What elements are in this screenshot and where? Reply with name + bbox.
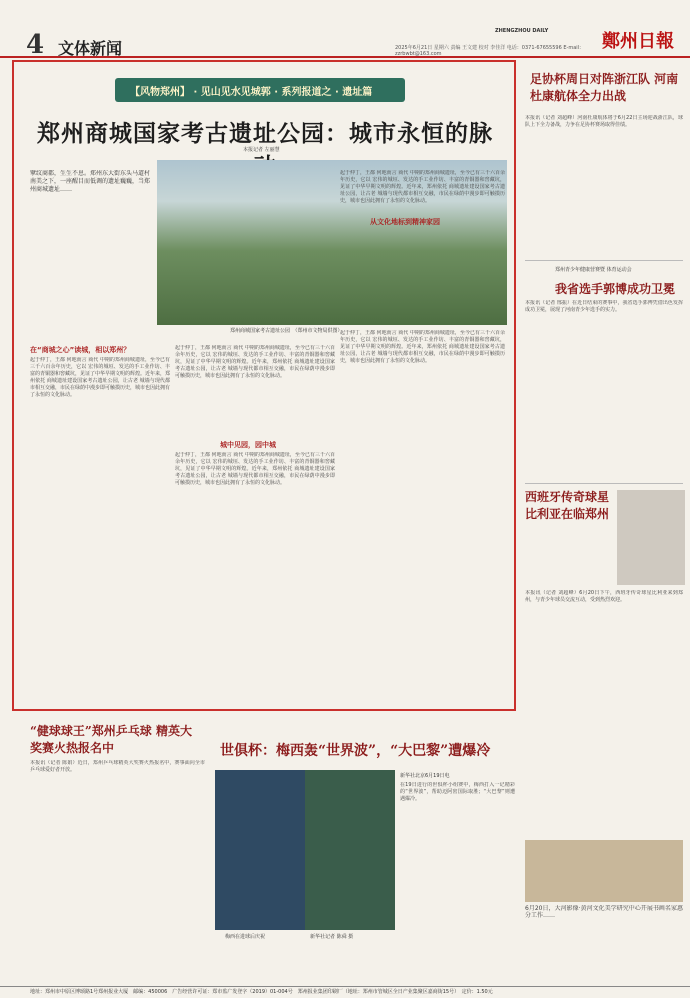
right-article-3-title: 西班牙传奇球星 比利亚在临郑州 xyxy=(525,490,610,521)
table-tennis-title: “健球球王”郑州乒乓球 精英大奖赛火热报名中 xyxy=(30,724,192,755)
column-3-text-b: 起于仲丁，王都 何地而言 商代 中期的郑州商城遗址，至今已有三千六百余年历史，它以 宏伟的城垣、发达的手工业作坊、丰富的青铜器和窖藏坑，见证了中华早期文明的辉煌。近年来，郑州依托 商城遗址建设国家考古遗址公园，让古老 城墙与现代都市相互交融，市民在绿荫中漫步即可触摸历史，城市也因此拥有了永恒的文化脉动。 xyxy=(340,330,505,364)
section-title: 文体新闻 xyxy=(58,39,123,58)
photo-caption-2: 新华社记者 陈舜 摄 xyxy=(310,934,354,940)
date-line: 2025年6月21日 星期六 责编 王文建 校对 李佳洋 电话：0371-67655596 E-mail：zzrbwbt@163.com xyxy=(395,45,585,57)
player-photo xyxy=(617,490,685,585)
column-1-text: 起于仲丁，王都 何地而言 商代 中期的郑州商城遗址，至今已有三千六百余年历史，它以 宏伟的城垣、发达的手工业作坊、丰富的青铜器和窖藏坑，见证了中华早期文明的辉煌。近年来，郑州依托 商城遗址建设国家考古遗址公园，让古老 城墙与现代都市相互交融，市民在绿荫中漫步即可触摸历史，城市也因此拥有了永恒的文化脉动。 xyxy=(30,357,170,398)
right-article-3-body: 本报讯（记者 刘超峰）6月20日下午，西班牙传奇球星比利亚来到郑州，与青少年球员交流互动，受到热烈欢迎。 xyxy=(525,590,683,603)
world-cup-title: 世俱杯：梅西轰“世界波”，“大巴黎”遭爆冷 xyxy=(220,743,491,759)
subhead-1: 在“商城之心”读城，相以郑州？ xyxy=(30,346,131,354)
paper-english-name: ZHENGZHOU DAILY xyxy=(495,28,549,34)
messi-photo-2 xyxy=(305,770,395,930)
column-3-text-a: 起于仲丁，王都 何地而言 商代 中期的郑州商城遗址，至今已有三千六百余年历史，它以 宏伟的城垣、发达的手工业作坊、丰富的青铜器和窖藏坑，见证了中华早期文明的辉煌。近年来，郑州依托 商城遗址建设国家考古遗址公园，让古老 城墙与现代都市相互交融，市民在绿荫中漫步即可触摸历史，城市也因此拥有了永恒的文化脉动。 xyxy=(340,170,505,204)
page-number: 4 xyxy=(26,30,45,60)
calligraphy-photo xyxy=(525,840,683,902)
series-banner-text: 【风物郑州】 · 见山见水见城郭 · 系列报道之 · 遗址篇 xyxy=(130,87,373,98)
right-article-2-title: 我省选手郭博成功卫冕 xyxy=(555,282,676,296)
divider xyxy=(525,483,683,484)
article-title: 郑州商城国家考古遗址公园：城市永恒的脉 xyxy=(37,120,493,147)
divider xyxy=(525,260,683,261)
column-2-text-a: 起于仲丁，王都 何地而言 商代 中期的郑州商城遗址，至今已有三千六百余年历史，它以 宏伟的城垣、发达的手工业作坊、丰富的青铜器和窖藏坑，见证了中华早期文明的辉煌。近年来，郑州依托 商城遗址建设国家考古遗址公园，让古老 城墙与现代都市相互交融，市民在绿荫中漫步即可触摸历史，城市也因此拥有了永恒的文化脉动。 xyxy=(175,345,335,379)
right-article-2-category: 郑州青少年健康营赛暨 体育运动会 xyxy=(555,267,632,273)
right-article-1-title: 足协杯周日对阵浙江队 河南杜康航体全力出战 xyxy=(530,72,679,103)
lede-paragraph: 擘纹商都，生生不息。郑州东大街东头马道村南美之下，一座醒目而低调的遗址巍巍，当郑州商城遗址…… xyxy=(30,170,150,193)
subhead-2: 城中见园，园中城 xyxy=(220,441,276,449)
right-article-1-body: 本报讯（记者 刘超峰）河南杜康航体将于6月22日主场迎战浙江队，球队上下全力备战，力争在足协杯赛场取得佳绩。 xyxy=(525,115,683,128)
promo-caption: 6月20日，大河影像·黄河文化美学研究中心开展书画名家惠分工作…… xyxy=(525,905,683,919)
byline: 本报记者 左丽慧 xyxy=(243,147,280,153)
photo-caption: 郑州商城国家考古遗址公园 （郑州市文物局供图） xyxy=(230,328,343,334)
column-2-text-b: 起于仲丁，王都 何地而言 商代 中期的郑州商城遗址，至今已有三千六百余年历史，它以 宏伟的城垣、发达的手工业作坊、丰富的青铜器和窖藏坑，见证了中华早期文明的辉煌。近年来，郑州依托 商城遗址建设国家考古遗址公园，让古老 城墙与现代都市相互交融，市民在绿荫中漫步即可触摸历史，城市也因此拥有了永恒的文化脉动。 xyxy=(175,452,335,486)
right-article-2-body: 本报讯（记者 邢振）在近日结束的赛事中，我省选手郭博凭借出色发挥成功卫冕，展现了河南青少年选手的实力。 xyxy=(525,300,683,313)
messi-photo-1 xyxy=(215,770,305,930)
table-tennis-body: 本报讯（记者 陈娟）近日，郑州乒乓球精英大奖赛火热报名中，赛事面向全市乒乓球爱好者开放。 xyxy=(30,760,205,773)
photo-caption-1: 梅西在进球后庆祝 xyxy=(225,934,266,940)
world-cup-body: 在19日进行的世俱杯小组赛中，梅西打入一记精彩的“世界波”，帮助迈阿密国际取胜；“大巴黎”则遭遇爆冷。 xyxy=(400,782,515,802)
masthead: 鄭州日報 xyxy=(602,31,674,52)
subhead-3: 从文化地标到精神家园 xyxy=(370,218,440,226)
footer-text: 地址：郑州市中原区博颂路1号郑州报业大厦 邮编：450006 广告经营许可证：郑市监广发登字（2019）01-004号 郑州报业集团印刷厂（地址：郑州市管城区全日产业集聚区嘉商街15号） 定价：1.50元 xyxy=(30,989,493,995)
world-cup-byline: 新华社北京6月19日电 xyxy=(400,773,450,779)
